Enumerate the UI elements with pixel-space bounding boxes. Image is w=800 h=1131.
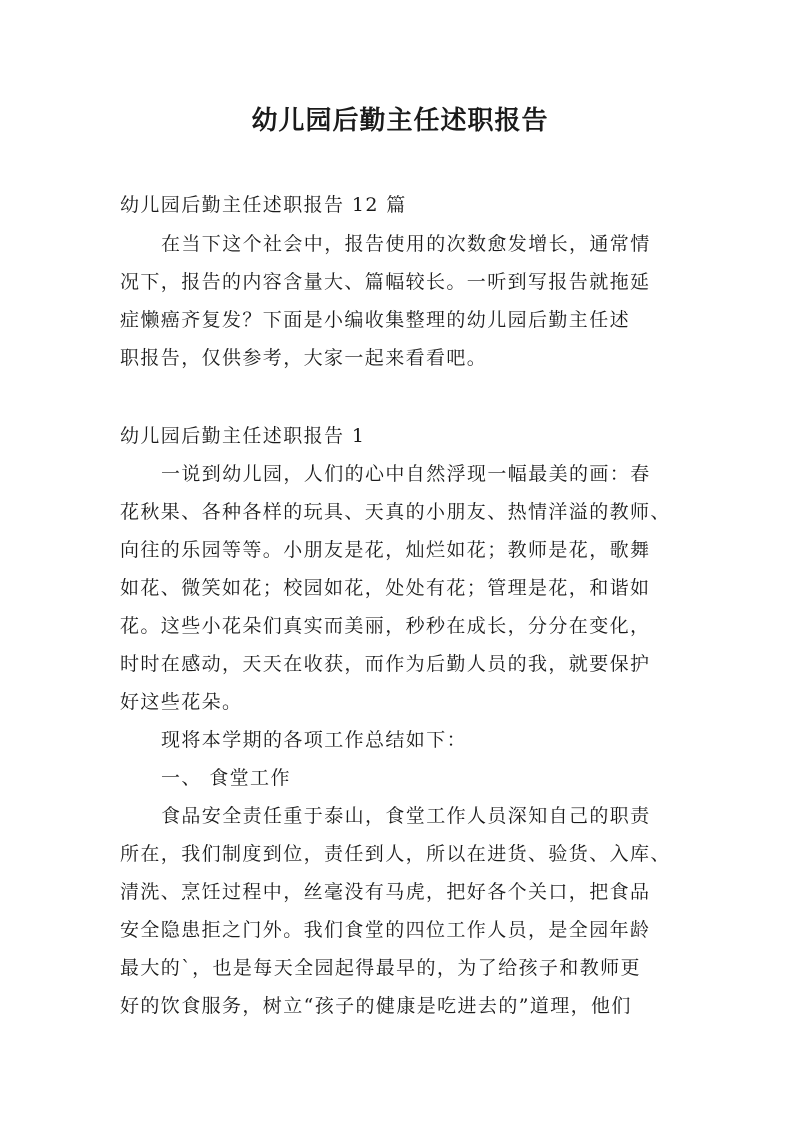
paragraph-line: 如花、微笑如花；校园如花，处处有花；管理是花，和谐如 [120,577,651,599]
list-heading: 一、 食堂工作 [161,767,291,789]
paragraph-line: 在当下这个社会中，报告使用的次数愈发增长，通常情 [161,233,651,255]
paragraph-line: 食品安全责任重于泰山，食堂工作人员深知自己的职责 [161,805,651,827]
paragraph-line: 好的饮食服务，树立“孩子的健康是吃进去的”道理，他们 [120,995,632,1017]
paragraph-line: 最大的`，也是每天全园起得最早的，为了给孩子和教师更 [120,957,641,979]
subtitle-line: 幼儿园后勤主任述职报告 12 篇 [120,194,407,216]
paragraph-line: 安全隐患拒之门外。我们食堂的四位工作人员，是全园年龄 [120,919,651,941]
paragraph-line: 症懒癌齐复发？下面是小编收集整理的幼儿园后勤主任述 [120,309,631,331]
paragraph-line: 况下，报告的内容含量大、篇幅较长。一听到写报告就拖延 [120,271,651,293]
paragraph-line: 花秋果、各种各样的玩具、天真的小朋友、热情洋溢的教师、 [120,501,671,523]
paragraph-line: 所在，我们制度到位，责任到人，所以在进货、验货、入库、 [120,843,671,865]
paragraph-line: 现将本学期的各项工作总结如下： [161,729,468,751]
paragraph-line: 花。这些小花朵们真实而美丽，秒秒在成长，分分在变化， [120,615,651,637]
paragraph-line: 清洗、烹饪过程中，丝毫没有马虎，把好各个关口，把食品 [120,881,651,903]
doc-title: 幼儿园后勤主任述职报告 [251,106,549,136]
paragraph-line: 时时在感动，天天在收获，而作为后勤人员的我，就要保护 [120,653,651,675]
section-heading: 幼儿园后勤主任述职报告 1 [120,425,366,447]
paragraph-line: 一说到幼儿园，人们的心中自然浮现一幅最美的画：春 [161,463,651,485]
paragraph-line: 向往的乐园等等。小朋友是花，灿烂如花；教师是花，歌舞 [120,539,651,561]
paragraph-line: 职报告，仅供参考，大家一起来看看吧。 [120,347,488,369]
paragraph-line: 好这些花朵。 [120,691,243,713]
